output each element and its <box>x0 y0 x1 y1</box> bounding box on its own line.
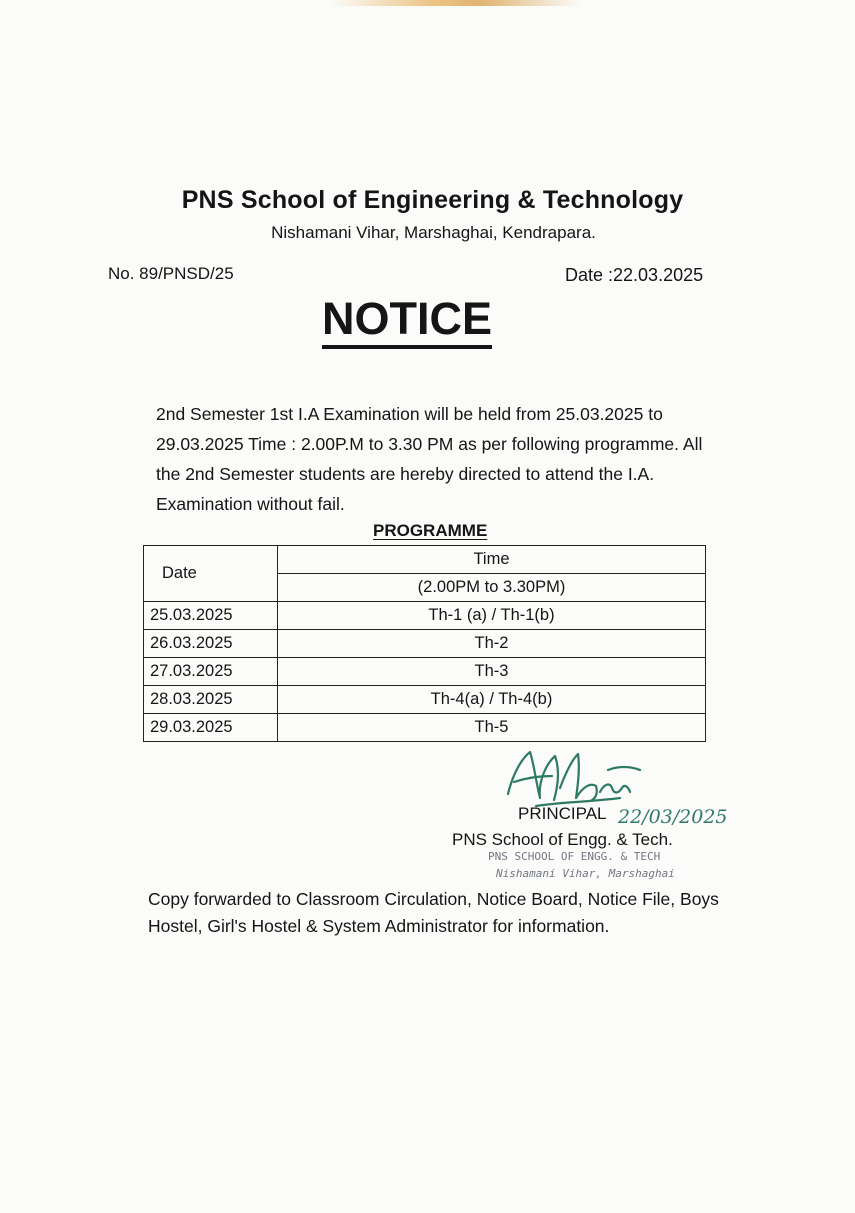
table-row <box>144 714 706 742</box>
table-row <box>144 658 706 686</box>
signature-date: 22/03/2025 <box>618 806 728 828</box>
programme-table <box>143 545 706 742</box>
notice-body: 2nd Semester 1st I.A Examination will be held from 25.03.2025 to 29.03.2025 Time : 2.00P.M to 3.30 PM as per following programme. All the 2nd Semester students are hereby directed to attend the I.A. Examination without fail. <box>156 404 703 514</box>
row-paper: Th-4(a) / Th-4(b) <box>278 686 706 714</box>
table-row <box>144 630 706 658</box>
row-date: 25.03.2025 <box>144 602 278 630</box>
stamp-line-1: PNS SCHOOL OF ENGG. & TECH <box>488 850 661 863</box>
notice-date: Date :22.03.2025 <box>565 265 704 285</box>
row-paper: Th-3 <box>278 658 706 686</box>
table-header-row <box>144 546 706 574</box>
row-paper: Th-2 <box>278 630 706 658</box>
school-name: PNS School of Engineering & Technology <box>181 186 684 214</box>
notice-title: NOTICE <box>322 293 492 349</box>
row-date: 27.03.2025 <box>144 658 278 686</box>
institution-stamp <box>488 848 688 882</box>
programme-heading: PROGRAMME <box>373 521 488 540</box>
principal-signature <box>500 742 670 812</box>
row-date: 28.03.2025 <box>144 686 278 714</box>
date-column-header: Date <box>144 546 278 602</box>
table-row <box>144 686 706 714</box>
row-date: 29.03.2025 <box>144 714 278 742</box>
school-address: Nishamani Vihar, Marshaghai, Kendrapara. <box>271 223 596 242</box>
table-row <box>144 602 706 630</box>
time-column-header: Time <box>278 546 706 574</box>
row-paper: Th-5 <box>278 714 706 742</box>
copy-forwarded-note: Copy forwarded to Classroom Circulation, Notice Board, Notice File, Boys Hostel, Girl's Hostel & System Administrator for information. <box>148 889 719 936</box>
stamp-line-2: Nishamani Vihar, Marshaghai <box>496 867 675 880</box>
page-edge-stain <box>330 0 580 6</box>
institution-name: PNS School of Engg. & Tech. <box>452 830 673 849</box>
time-range-header: (2.00PM to 3.30PM) <box>278 574 706 602</box>
row-paper: Th-1 (a) / Th-1(b) <box>278 602 706 630</box>
principal-title: PRINCIPAL <box>518 804 607 823</box>
row-date: 26.03.2025 <box>144 630 278 658</box>
reference-number: No. 89/PNSD/25 <box>108 264 234 283</box>
